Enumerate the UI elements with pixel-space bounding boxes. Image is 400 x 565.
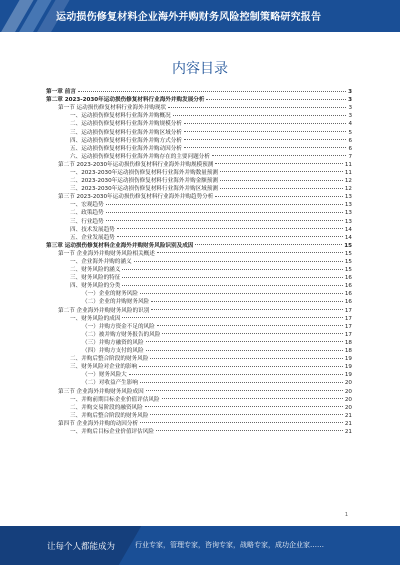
toc-entry[interactable] [46, 428, 352, 436]
toc-entry-page: 19 [344, 356, 352, 363]
toc-entry-page: 15 [344, 250, 352, 257]
page-number: 1 [344, 512, 348, 518]
toc-entry-page: 16 [344, 283, 352, 290]
footer-slogan: 让每个人都能成为 [47, 542, 116, 552]
toc-entry[interactable] [46, 307, 352, 315]
toc-entry[interactable] [46, 193, 352, 201]
toc-entry[interactable] [46, 363, 352, 371]
toc-entry-label: 一、财务风险的成因 [70, 315, 121, 322]
toc-entry-page: 15 [344, 267, 352, 274]
toc-dot-leader [146, 390, 343, 391]
toc-dot-leader [156, 430, 343, 431]
toc-entry-page: 3 [348, 113, 352, 120]
toc-entry-label: 一、运动损伤修复材料行业海外并购概况 [70, 113, 171, 120]
toc-entry[interactable] [46, 242, 352, 250]
toc-entry-label: 二、并购交易阶段的融资风险 [70, 404, 143, 411]
toc-entry[interactable] [46, 331, 352, 339]
toc-entry-label: 二、政策趋势 [70, 210, 104, 217]
toc-dot-leader [146, 350, 343, 351]
toc-dot-leader [117, 228, 343, 229]
toc-dot-leader [206, 99, 346, 100]
toc-heading: 内容目录 [172, 61, 228, 77]
toc-entry-label: 第三节 2023-2030年运动损伤修复材料行业海外并购趋势分析 [58, 194, 214, 201]
toc-dot-leader [106, 204, 343, 205]
toc-entry-page: 17 [344, 315, 352, 322]
toc-entry[interactable] [46, 104, 352, 112]
toc-dot-leader [150, 358, 343, 359]
toc-entry-page: 17 [344, 331, 352, 338]
toc-entry-label: 第一章 前言 [46, 89, 76, 96]
toc-entry-label: （一）并购方资金不足的风险 [82, 323, 155, 330]
report-title: 运动损伤修复材料企业海外并购财务风险控制策略研究报告 [56, 12, 322, 23]
toc-dot-leader [106, 220, 343, 221]
toc-entry[interactable] [46, 226, 352, 234]
footer-banner [0, 526, 400, 565]
toc-entry[interactable] [46, 137, 352, 145]
toc-entry-label: 三、并购后整合阶段的财务风险 [70, 412, 149, 419]
toc-dot-leader [140, 422, 343, 423]
toc-dot-leader [151, 301, 343, 302]
toc-entry-label: 三、运动损伤修复材料行业海外并购区域分析 [70, 129, 182, 136]
toc-dot-leader [162, 398, 343, 399]
toc-entry-page: 3 [348, 105, 352, 112]
toc-entry[interactable] [46, 209, 352, 217]
toc-dot-leader [215, 196, 343, 197]
toc-entry[interactable] [46, 169, 352, 177]
toc-dot-leader [122, 277, 343, 278]
toc-entry-label: 一、企业海外并购的涵义 [70, 259, 132, 266]
toc-entry-label: 第三节 企业海外并购财务风险成因 [58, 388, 144, 395]
toc-entry-page: 5 [348, 129, 352, 136]
toc-dot-leader [184, 147, 347, 148]
toc-entry-page: 13 [344, 194, 352, 201]
toc-entry-page: 12 [344, 178, 352, 185]
toc-dot-leader [129, 374, 343, 375]
toc-entry-label: （一）财务风险大 [82, 372, 127, 379]
toc-dot-leader [122, 285, 343, 286]
toc-dot-leader [220, 188, 343, 189]
toc-entry-page: 12 [344, 186, 352, 193]
table-of-contents [46, 88, 352, 436]
toc-dot-leader [151, 309, 343, 310]
toc-dot-leader [150, 414, 343, 415]
toc-entry-label: （二）企业的并购财务风险 [82, 299, 150, 306]
toc-entry[interactable] [46, 298, 352, 306]
toc-entry[interactable] [46, 250, 352, 258]
toc-entry-page: 4 [348, 121, 352, 128]
toc-dot-leader [162, 333, 343, 334]
toc-entry-page: 17 [344, 323, 352, 330]
toc-entry[interactable] [46, 145, 352, 153]
toc-dot-leader [157, 325, 343, 326]
toc-dot-leader [139, 366, 343, 367]
toc-entry[interactable] [46, 420, 352, 428]
toc-entry-label: 第二节 企业海外并购财务风险的识别 [58, 307, 150, 314]
toc-entry[interactable] [46, 177, 352, 185]
toc-entry-label: 第二节 2023-2030年运动损伤修复材料行业海外并购规模预测 [58, 161, 214, 168]
toc-entry-label: 三、财务风险的特征 [70, 275, 121, 282]
toc-entry[interactable] [46, 355, 352, 363]
toc-dot-leader [173, 115, 347, 116]
toc-entry-label: 三、2023-2030年运动损伤修复材料行业海外并购区域预测 [70, 186, 218, 193]
toc-entry-label: 四、运动损伤修复材料行业海外并购方式分析 [70, 137, 182, 144]
toc-entry-label: （三）并购方融资的风险 [82, 339, 144, 346]
toc-entry-label: 一、并购后目标企业价值评估风险 [70, 428, 154, 435]
toc-entry-page: 17 [344, 307, 352, 314]
toc-entry[interactable] [46, 274, 352, 282]
toc-entry[interactable] [46, 290, 352, 298]
toc-entry-page: 14 [344, 226, 352, 233]
toc-entry[interactable] [46, 347, 352, 355]
toc-dot-leader [134, 261, 343, 262]
toc-entry[interactable] [46, 404, 352, 412]
footer-roles: 行业专家，管理专家，咨询专家，战略专家，成功企业家…… [135, 541, 324, 549]
toc-entry[interactable] [46, 371, 352, 379]
toc-entry[interactable] [46, 282, 352, 290]
header-banner [0, 0, 400, 32]
toc-entry[interactable] [46, 339, 352, 347]
toc-entry-page: 6 [348, 145, 352, 152]
toc-entry-label: 六、运动损伤修复材料行业海外并购存在的主要问题分析 [70, 153, 210, 160]
toc-dot-leader [78, 91, 346, 92]
toc-dot-leader [184, 123, 347, 124]
toc-entry-page: 21 [344, 420, 352, 427]
toc-entry-page: 13 [344, 210, 352, 217]
toc-entry[interactable] [46, 88, 352, 96]
toc-entry[interactable] [46, 379, 352, 387]
toc-entry-page: 18 [344, 339, 352, 346]
toc-entry[interactable] [46, 266, 352, 274]
toc-entry-page: 20 [344, 388, 352, 395]
toc-entry-label: 五、企业发展趋势 [70, 234, 115, 241]
toc-entry[interactable] [46, 201, 352, 209]
toc-entry-label: 四、财务风险的分类 [70, 283, 121, 290]
toc-entry-label: 二、并购后整合阶段的财务风险 [70, 356, 149, 363]
toc-entry[interactable] [46, 185, 352, 193]
toc-entry-page: 19 [344, 372, 352, 379]
toc-entry-label: （一）企业的财务风险 [82, 291, 138, 298]
toc-dot-leader [140, 382, 343, 383]
toc-entry-label: （二）对收益产生影响 [82, 380, 138, 387]
toc-entry-label: 一、2023-2030年运动损伤修复材料行业海外并购数量预测 [70, 169, 218, 176]
toc-dot-leader [215, 163, 343, 164]
toc-entry-page: 14 [344, 234, 352, 241]
toc-dot-leader [184, 139, 347, 140]
toc-entry-page: 16 [344, 299, 352, 306]
toc-entry-page: 20 [344, 404, 352, 411]
toc-dot-leader [122, 317, 343, 318]
toc-entry[interactable] [46, 96, 352, 104]
toc-dot-leader [117, 236, 343, 237]
toc-entry-label: 三、财务风险对企业的影响 [70, 364, 138, 371]
toc-entry-label: 第四节 企业海外并购的动因分析 [58, 420, 139, 427]
toc-dot-leader [184, 131, 347, 132]
toc-entry-page: 11 [344, 169, 352, 176]
toc-entry-page: 11 [344, 161, 352, 168]
toc-entry-page: 20 [344, 380, 352, 387]
toc-entry-page: 6 [348, 137, 352, 144]
toc-entry-label: 二、2023-2030年运动损伤修复材料行业海外并购金额预测 [70, 178, 218, 185]
toc-entry-label: 二、财务风险的涵义 [70, 267, 121, 274]
toc-entry[interactable] [46, 412, 352, 420]
toc-entry-label: 第二章 2023-2030年运动损伤修复材料行业海外并购发展分析 [46, 97, 205, 104]
toc-entry-label: 第三章 运动损伤修复材料企业海外并购财务风险识别及成因 [46, 242, 194, 249]
toc-entry[interactable] [46, 218, 352, 226]
toc-entry[interactable] [46, 387, 352, 395]
toc-entry-label: （四）并购方支付的风险 [82, 348, 144, 355]
toc-dot-leader [220, 180, 343, 181]
toc-entry[interactable] [46, 120, 352, 128]
toc-entry-page: 19 [344, 364, 352, 371]
toc-entry-label: （二）被并购方财务报告的风险 [82, 331, 161, 338]
toc-entry-page: 16 [344, 275, 352, 282]
toc-entry-label: 二、运动损伤修复材料行业海外并购规模分析 [70, 121, 182, 128]
toc-entry-label: 三、行业趋势 [70, 218, 104, 225]
toc-entry-label: 第一节 企业海外并购财务风险相关概述 [58, 250, 155, 257]
toc-entry-label: 五、运动损伤修复材料行业海外并购动因分析 [70, 145, 182, 152]
toc-dot-leader [220, 171, 343, 172]
toc-entry[interactable] [46, 315, 352, 323]
toc-dot-leader [146, 341, 343, 342]
toc-entry-page: 7 [348, 153, 352, 160]
toc-entry-page: 16 [344, 291, 352, 298]
toc-entry[interactable] [46, 112, 352, 120]
toc-entry[interactable] [46, 128, 352, 136]
toc-entry[interactable] [46, 161, 352, 169]
toc-dot-leader [106, 212, 343, 213]
toc-dot-leader [140, 293, 343, 294]
toc-dot-leader [168, 107, 346, 108]
toc-dot-leader [195, 244, 342, 245]
toc-entry-page: 18 [344, 348, 352, 355]
toc-dot-leader [157, 252, 343, 253]
toc-entry[interactable] [46, 153, 352, 161]
toc-dot-leader [145, 406, 343, 407]
toc-entry-page: 21 [344, 412, 352, 419]
toc-entry-label: 第一节 运动损伤修复材料行业海外并购现状 [58, 105, 167, 112]
toc-entry-page: 3 [348, 97, 352, 104]
toc-entry[interactable] [46, 323, 352, 331]
toc-entry-label: 四、技术发展趋势 [70, 226, 115, 233]
toc-dot-leader [212, 155, 347, 156]
toc-entry-page: 21 [344, 428, 352, 435]
toc-entry-page: 13 [344, 218, 352, 225]
toc-entry[interactable] [46, 234, 352, 242]
toc-entry-page: 3 [348, 89, 352, 96]
toc-entry-page: 20 [344, 396, 352, 403]
toc-entry[interactable] [46, 258, 352, 266]
toc-entry-page: 13 [344, 202, 352, 209]
toc-dot-leader [122, 269, 343, 270]
toc-entry[interactable] [46, 396, 352, 404]
toc-entry-label: 一、宏观趋势 [70, 202, 104, 209]
toc-entry-page: 15 [344, 259, 352, 266]
toc-entry-label: 一、并购前期目标企业价值评估风险 [70, 396, 160, 403]
toc-entry-page: 15 [344, 242, 352, 249]
